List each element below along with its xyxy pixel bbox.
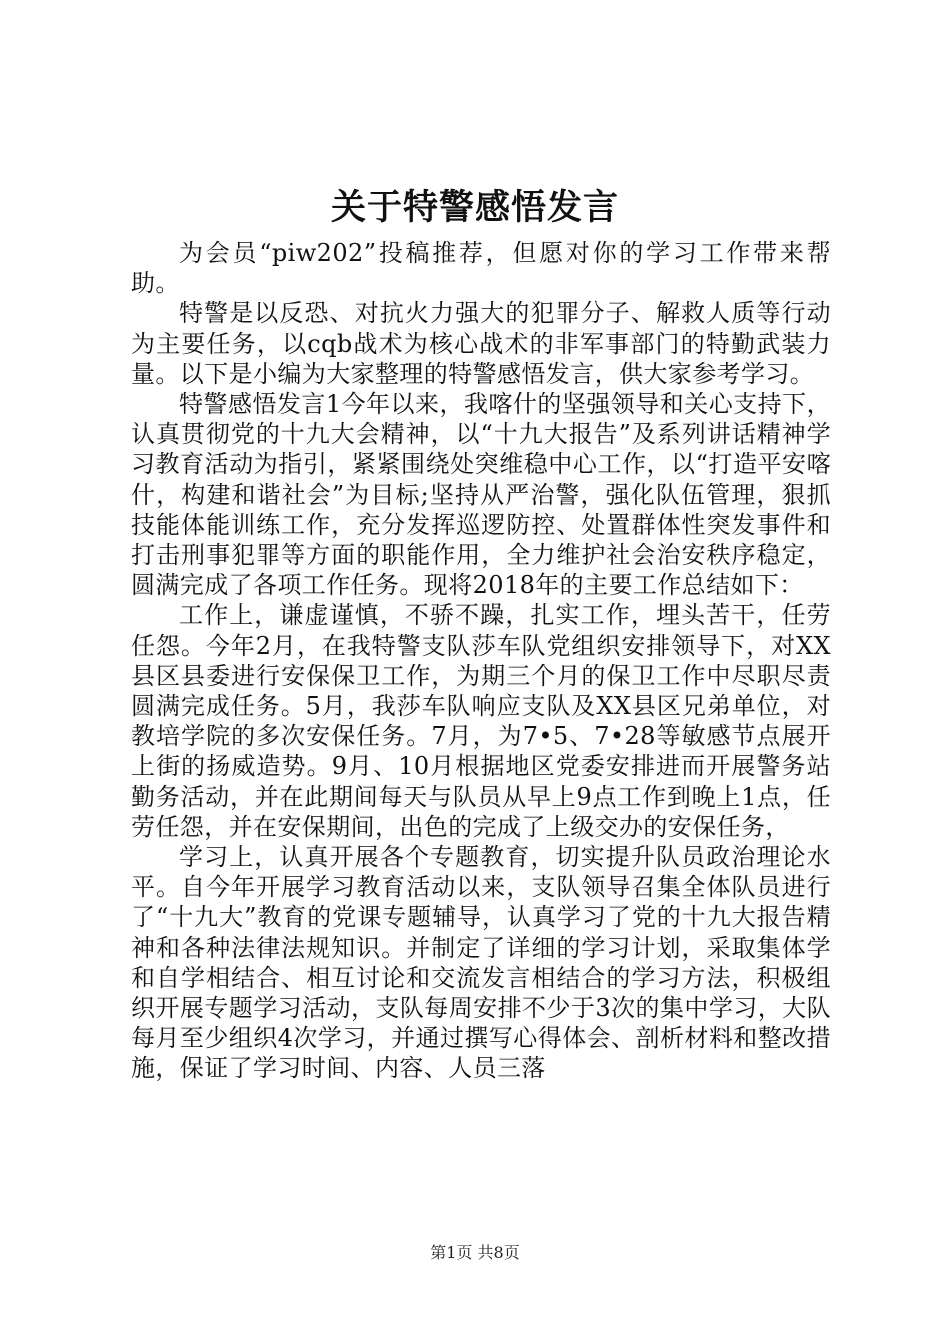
document-body: [131, 238, 831, 1084]
paragraph-speech-1: 特警感悟发言1今年以来，我喀什的坚强领导和关心支持下，认真贯彻党的十九大会精神，以“十九大报告”及系列讲话精神学习教育活动为指引，紧紧围绕处突维稳中心工作，以“打造平安喀什，构建和谐社会”为目标;坚持从严治警，强化队伍管理，狠抓技能体能训练工作，充分发挥巡逻防控、处置群体性突发事件和打击刑事犯罪等方面的职能作用，全力维护社会治安秩序稳定，圆满完成了各项工作任务。现将2018年的主要工作总结如下：: [131, 390, 831, 600]
paragraph-study: 学习上，认真开展各个专题教育，切实提升队员政治理论水平。自今年开展学习教育活动以来，支队领导召集全体队员进行了“十九大”教育的党课专题辅导，认真学习了党的十九大报告精神和各种法律法规知识。并制定了详细的学习计划，采取集体学和自学相结合、相互讨论和交流发言相结合的学习方法，积极组织开展专题学习活动，支队每周安排不少于3次的集中学习，大队每月至少组织4次学习，并通过撰写心得体会、剖析材料和整改措施，保证了学习时间、内容、人员三落: [131, 843, 831, 1083]
paragraph-definition: 特警是以反恐、对抗火力强大的犯罪分子、解救人质等行动为主要任务，以cqb战术为核心战术的非军事部门的特勤武装力量。以下是小编为大家整理的特警感悟发言，供大家参考学习。: [131, 299, 831, 388]
page-number-footer: 第1页 共8页: [430, 1243, 520, 1262]
document-title: 关于特警感悟发言: [330, 187, 619, 228]
paragraph-intro: 为会员“piw202”投稿推荐，但愿对你的学习工作带来帮助。: [131, 239, 831, 298]
paragraph-work: 工作上，谦虚谨慎，不骄不躁，扎实工作，埋头苦干，任劳任怨。今年2月，在我特警支队莎车队党组织安排领导下，对XX县区县委进行安保保卫工作，为期三个月的保卫工作中尽职尽责圆满完成任务。5月，我莎车队响应支队及XX县区兄弟单位，对教培学院的多次安保任务。7月，为7•5、7•28等敏感节点展开上街的扬威造势。9月、10月根据地区党委安排进而开展警务站勤务活动，并在此期间每天与队员从早上9点工作到晚上1点，任劳任怨，并在安保期间，出色的完成了上级交办的安保任务，: [131, 601, 831, 841]
